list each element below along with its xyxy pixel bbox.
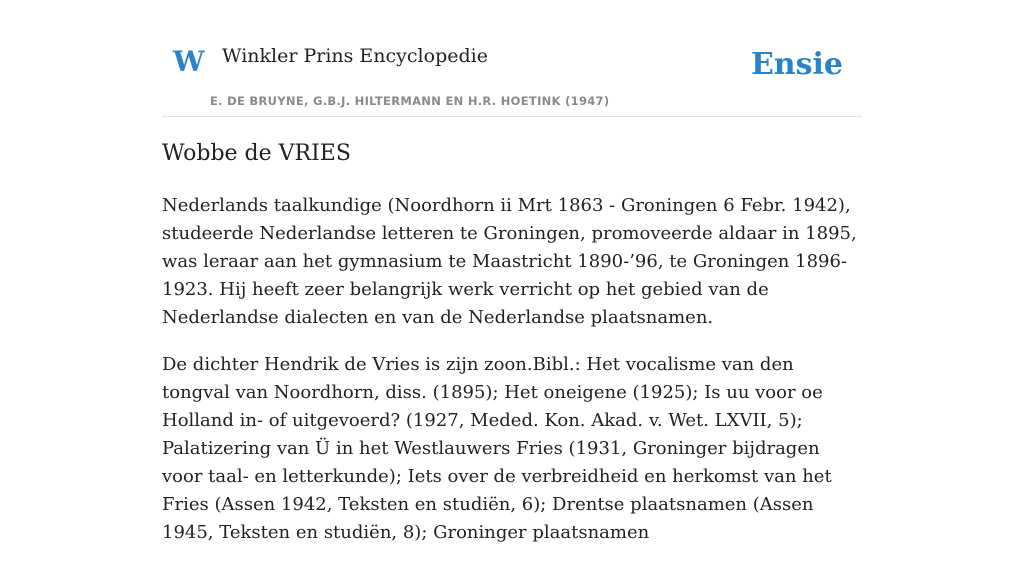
article-content (162, 140, 862, 566)
publication-logo-link[interactable]: W (173, 45, 205, 78)
publication-title[interactable]: Winkler Prins Encyclopedie (222, 45, 488, 67)
article-paragraph-1: Nederlands taalkundige (Noordhorn ii Mrt 1863 - Groningen 6 Febr. 1942), studeerde Nederlandse letteren te Groningen, promoveerde aldaar in 1895, was leraar aan het gymnasium te Maastricht 1890-’96, te Groningen 1896-1923. Hij heeft zeer belangrijk werk verricht op het gebied van de Nederlandse dialecten en van de Nederlandse plaatsnamen. (162, 194, 857, 328)
brand-logo-link[interactable]: Ensie (750, 47, 843, 82)
site-header (162, 0, 862, 117)
publication-authors: E. DE BRUYNE, G.B.J. HILTERMANN EN H.R. HOETINK (1947) (210, 94, 610, 108)
article-paragraph-2: De dichter Hendrik de Vries is zijn zoon.Bibl.: Het vocalisme van den tongval van Noordhorn, diss. (1895); Het oneigene (1925); Is uu voor oe Holland in- of uitgevoerd? (1927, Meded. Kon. Akad. v. Wet. LXVII, 5); Palatizering van Ü in het Westlauwers Fries (1931, Groninger bijdragen voor taal- en letterkunde); Iets over de verbreidheid en herkomst van het Fries (Assen 1942, Teksten en studiën, 6); Drentse plaatsnamen (Assen 1945, Teksten en studiën, 8); Groninger plaatsnamen (162, 353, 832, 543)
article-title: Wobbe de VRIES (162, 141, 351, 166)
